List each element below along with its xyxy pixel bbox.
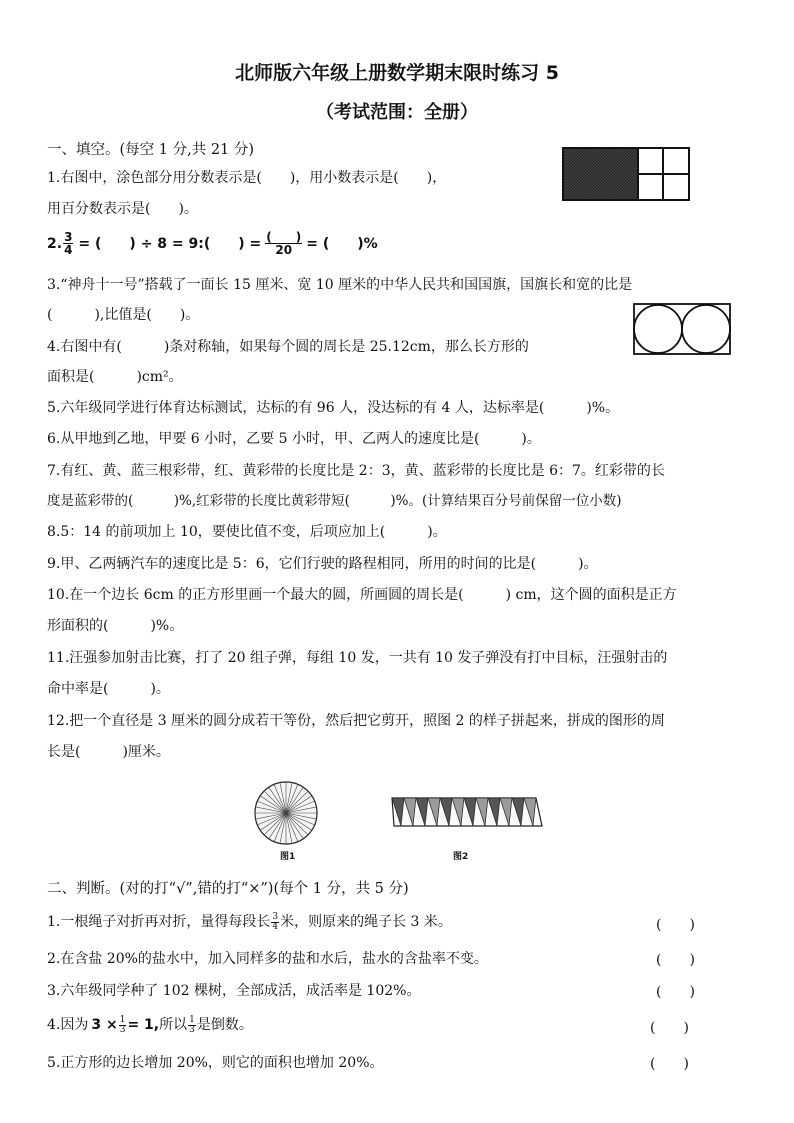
judge-answer-3[interactable]: ( ) — [656, 984, 695, 1000]
two-circles-rectangle-figure — [633, 303, 731, 355]
circle-left — [634, 305, 682, 353]
judge-item-2: 2.在含盐 20%的盐水中，加入同样多的盐和水后，盐水的含盐率不变。 — [47, 951, 488, 967]
judge-answer-5[interactable]: ( ) — [650, 1056, 689, 1072]
page-subtitle: （考试范围：全册） — [316, 102, 478, 123]
question-4-line-2: 面积是( )cm²。 — [47, 369, 183, 385]
question-3-line-1: 3.“神舟十一号”搭载了一面长 15 厘米、宽 10 厘米的中华人民共和国国旗，国旗长和宽的比是 — [47, 277, 633, 293]
question-12-line-1: 12.把一个直径是 3 厘米的圆分成若干等份，然后把它剪开，照图 2 的样子拼起来，拼成的图形的周 — [47, 713, 665, 729]
circle-right — [682, 305, 730, 353]
shaded-grid-figure — [562, 147, 690, 201]
figure-1-divided-circle — [250, 780, 322, 846]
question-2-part-2: = ( )% — [306, 235, 378, 252]
fraction-one-third: $\frac{1}{3}$ — [119, 1014, 126, 1035]
judge-answer-2[interactable]: ( ) — [656, 952, 695, 968]
judge-item-3: 3.六年级同学种了 102 棵树，全部成活，成活率是 102%。 — [47, 983, 421, 999]
question-1-line-1: 1.右图中，涂色部分用分数表示是( )，用小数表示是( )， — [47, 170, 447, 186]
question-1-line-2: 用百分数表示是( )。 — [47, 201, 198, 217]
figure-1-caption: 图1 — [280, 852, 296, 862]
judge-item-4: 4.因为 3 × $\frac{1}{3}$ = 1, 所以 $\frac{1}{3}$ 是倒数。 — [47, 1014, 253, 1035]
fraction-three-quarters: $\frac{3}{4}$ — [64, 230, 73, 257]
section-1-heading: 一、填空。(每空 1 分,共 21 分) — [47, 142, 255, 158]
judge-item-5: 5.正方形的边长增加 20%，则它的面积也增加 20%。 — [47, 1055, 384, 1071]
judge-answer-1[interactable]: ( ) — [656, 917, 695, 933]
question-5: 5.六年级同学进行体育达标测试，达标的有 96 人，没达标的有 4 人，达标率是( )%。 — [47, 400, 620, 416]
question-7-line-1: 7.有红、黄、蓝三根彩带，红、黄彩带的长度比是 2：3，黄、蓝彩带的长度比是 6：7。红彩带的长 — [47, 463, 665, 479]
question-4-line-1: 4.右图中有( )条对称轴，如果每个圆的周长是 25.12cm，那么长方形的 — [47, 339, 529, 355]
figure-2-rearranged-wedges — [388, 792, 546, 832]
question-11-line-1: 11.汪强参加射击比赛，打了 20 组子弹，每组 10 发，一共有 10 发子弹没有打中目标，汪强射击的 — [47, 650, 668, 666]
fraction-three-quarters-inline: $\frac{3}{4}$ — [272, 911, 279, 932]
question-10-line-1: 10.在一个边长 6cm 的正方形里画一个最大的圆，所画圆的周长是( ) cm，这个圆的面积是正方 — [47, 587, 677, 603]
question-10-line-2: 形面积的( )%。 — [47, 618, 184, 634]
question-2-part-1: = ( ) ÷ 8 = 9:( ) = — [78, 235, 262, 252]
section-2-heading: 二、判断。(对的打“√”,错的打“×”)(每个 1 分，共 5 分) — [47, 881, 409, 897]
judge-item-1: 1.一根绳子对折再对折，量得每段长 $\frac{3}{4}$ 米，则原来的绳子长 3 米。 — [47, 911, 452, 932]
fraction-blank-over-20: $\frac{( )}{20}$ — [266, 230, 302, 257]
page-title: 北师版六年级上册数学期末限时练习 5 — [235, 62, 559, 84]
question-3-line-2: ( ),比值是( )。 — [47, 307, 200, 323]
judge-answer-4[interactable]: ( ) — [650, 1020, 689, 1036]
question-8: 8.5：14 的前项加上 10，要使比值不变，后项应加上( )。 — [47, 524, 447, 540]
question-12-line-2: 长是( )厘米。 — [47, 744, 170, 760]
question-11-line-2: 命中率是( )。 — [47, 681, 170, 697]
figure-2-caption: 图2 — [453, 852, 469, 862]
question-2 — [47, 231, 378, 256]
shaded-region — [563, 148, 638, 200]
question-9: 9.甲、乙两辆汽车的速度比是 5：6，它们行驶的路程相同，所用的时间的比是( )。 — [47, 556, 598, 572]
fraction-one-third-second: $\frac{1}{3}$ — [189, 1014, 195, 1035]
question-2-number: 2. — [47, 235, 63, 252]
question-7-line-2: 度是蓝彩带的( )%,红彩带的长度比黄彩带短( )%。(计算结果百分号前保留一位小数) — [47, 493, 622, 509]
question-6: 6.从甲地到乙地，甲要 6 小时，乙要 5 小时，甲、乙两人的速度比是( )。 — [47, 431, 541, 447]
